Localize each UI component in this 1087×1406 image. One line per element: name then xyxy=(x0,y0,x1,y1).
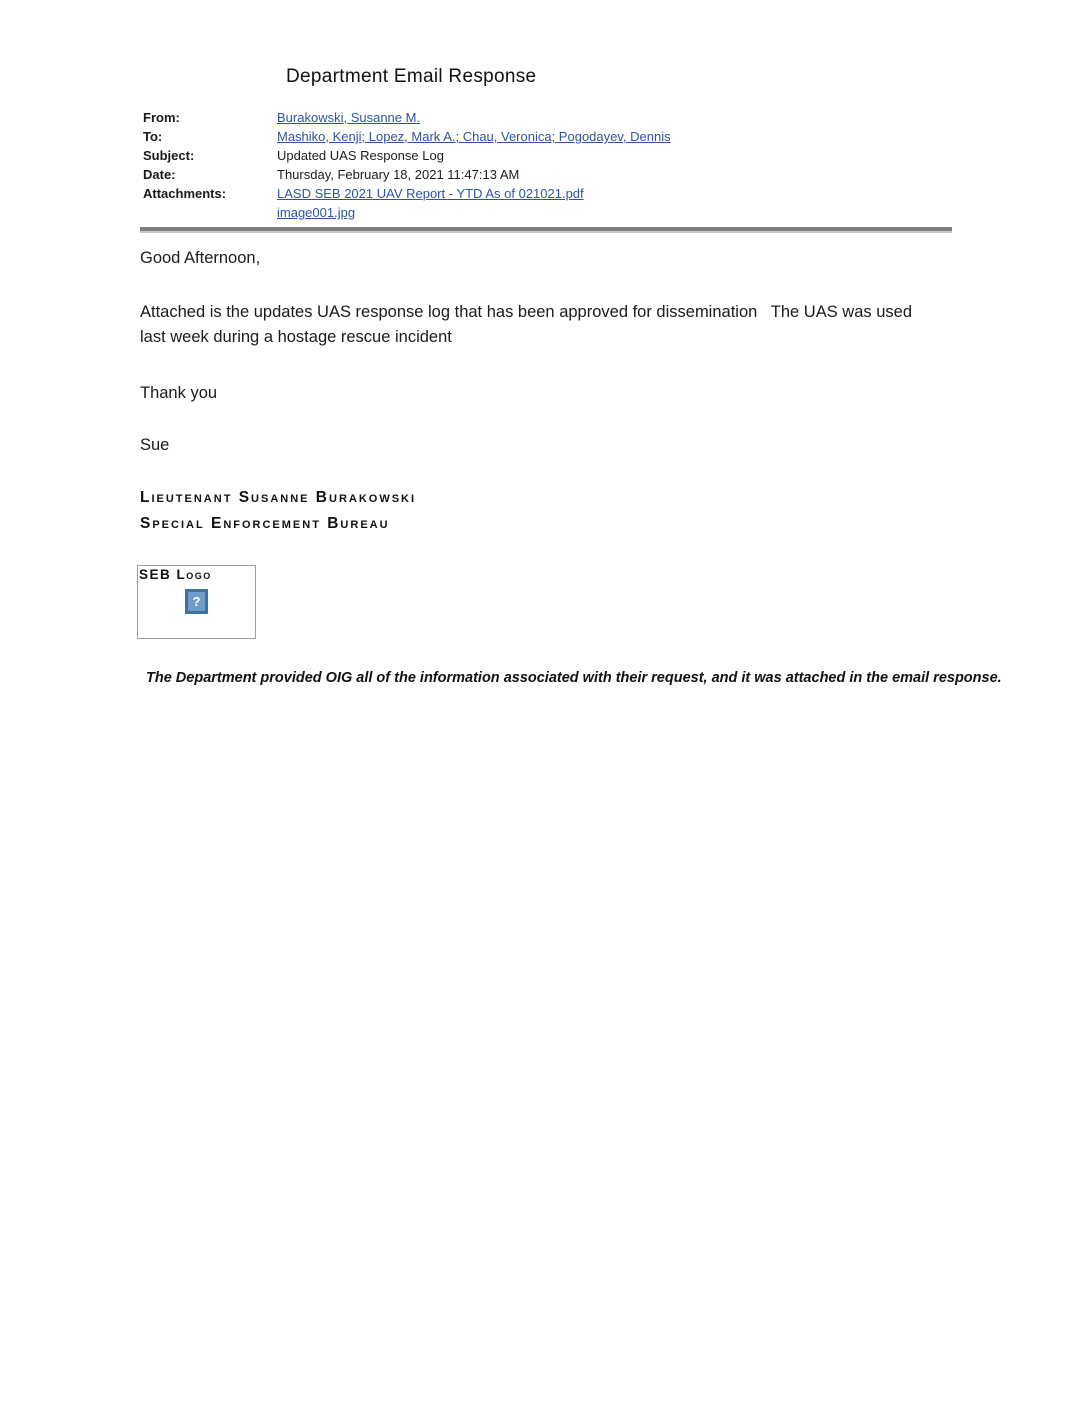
subject-label: Subject: xyxy=(143,148,195,163)
from-sender-link[interactable]: Burakowski, Susanne M. xyxy=(277,110,421,125)
from-label: From: xyxy=(143,110,180,125)
header-separator-rule xyxy=(140,227,952,233)
email-closing: Thank you xyxy=(140,384,218,402)
to-recipients-link[interactable]: Mashiko, Kenji; Lopez, Mark A.; Chau, Veronica; Pogodayev, Dennis xyxy=(277,129,671,144)
header-row-date xyxy=(143,165,955,184)
oig-footnote: The Department provided OIG all of the information associated with their request, and it was attached in the email response. xyxy=(146,670,1002,686)
date-value: Thursday, February 18, 2021 11:47:13 AM xyxy=(277,167,520,182)
header-row-to xyxy=(143,127,955,146)
email-header-block xyxy=(143,108,955,222)
attachment-image-link[interactable]: image001.jpg xyxy=(277,205,356,220)
date-label: Date: xyxy=(143,167,176,182)
subject-value: Updated UAS Response Log xyxy=(277,148,444,163)
attachments-label: Attachments: xyxy=(143,186,227,201)
email-signoff: Sue xyxy=(140,436,170,454)
logo-alt-text: SEB Logo xyxy=(139,567,212,582)
attachment-pdf-link[interactable]: LASD SEB 2021 UAV Report - YTD As of 021021.pdf xyxy=(277,186,584,201)
email-greeting: Good Afternoon, xyxy=(140,249,261,267)
page-title: Department Email Response xyxy=(286,66,537,87)
header-row-subject xyxy=(143,146,955,165)
broken-image-icon: ? xyxy=(185,589,208,614)
signature-name-line: Lieutenant Susanne Burakowski xyxy=(140,489,417,506)
attachment-list xyxy=(277,184,584,222)
signature-bureau-line: Special Enforcement Bureau xyxy=(140,515,390,532)
header-row-attachments xyxy=(143,184,955,222)
seb-logo-placeholder xyxy=(137,565,256,639)
header-row-from xyxy=(143,108,955,127)
to-label: To: xyxy=(143,129,163,144)
email-body-paragraph: Attached is the updates UAS response log that has been approved for dissemination The UAS was used last week during a hostage rescue incident xyxy=(140,303,917,346)
